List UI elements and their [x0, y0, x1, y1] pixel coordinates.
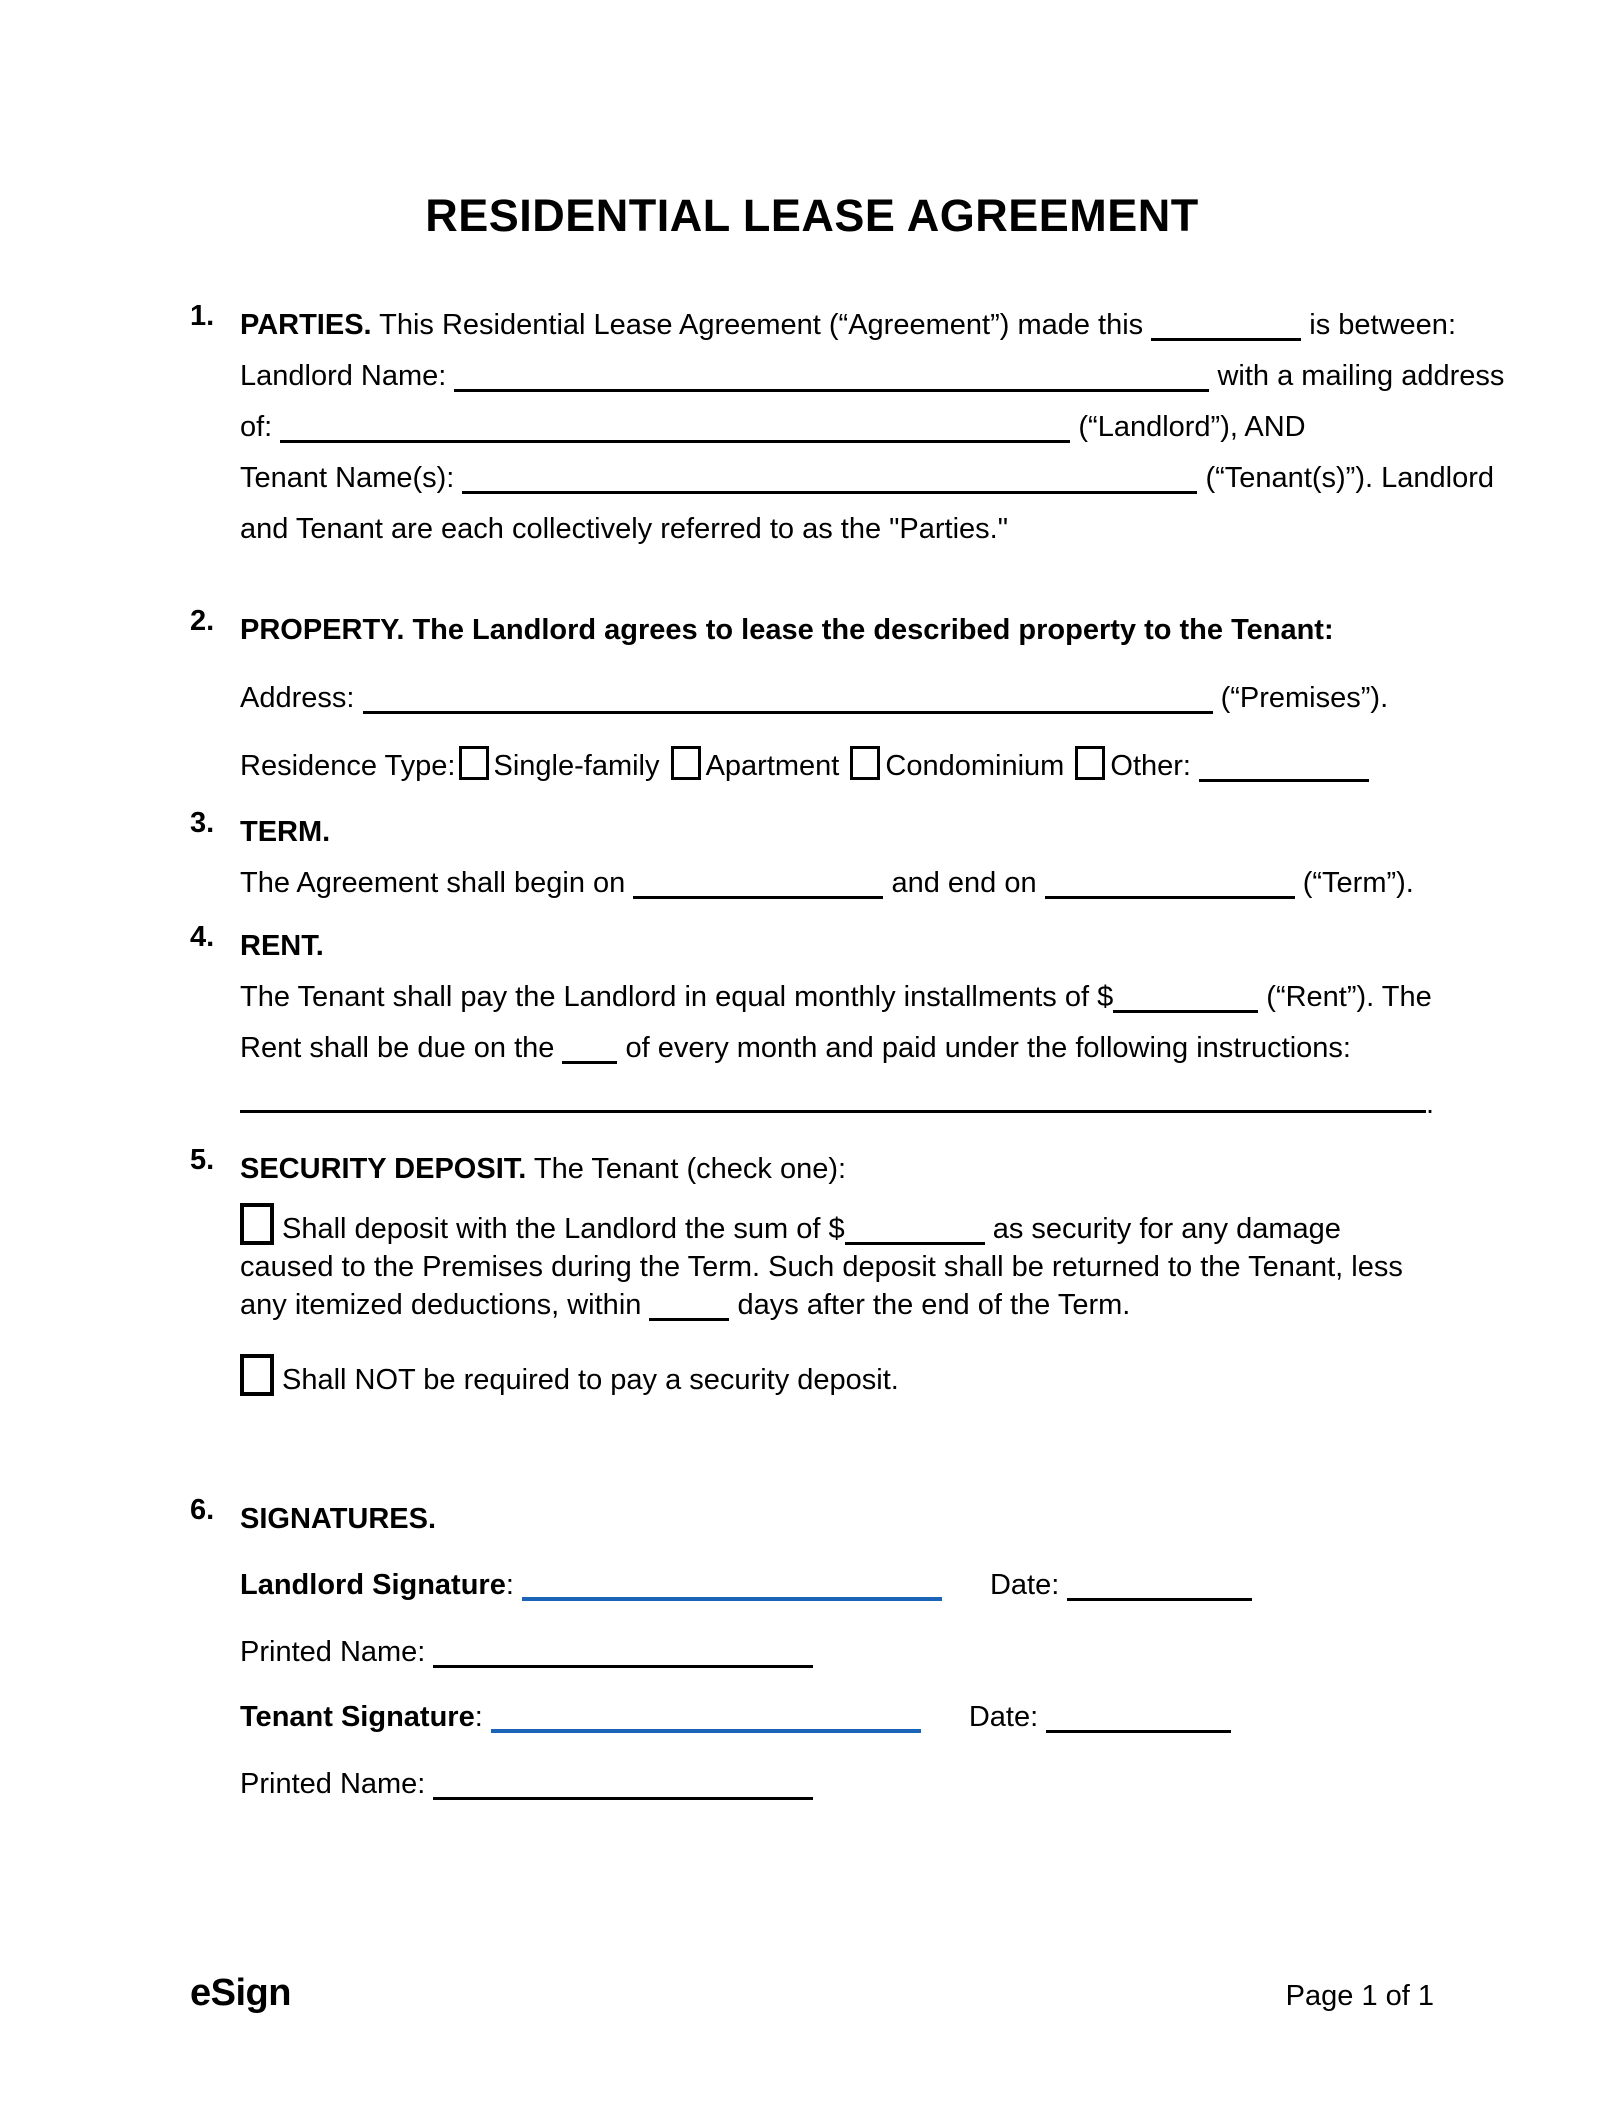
tenant-date-blank[interactable]	[1046, 1700, 1231, 1733]
address-label: Address:	[240, 682, 355, 714]
section-parties	[190, 300, 1505, 555]
landlord-name-label: Landlord Name:	[240, 360, 447, 392]
mailing-address-blank[interactable]	[280, 410, 1070, 443]
date-label: Date:	[968, 1701, 1039, 1733]
section-property	[190, 605, 1434, 792]
section-rent	[190, 921, 1434, 1130]
deposit-option-1	[240, 1203, 1434, 1324]
address-post: (“Premises”).	[1220, 682, 1389, 714]
checkbox-other[interactable]	[1075, 746, 1105, 780]
rent-line1-post: (“Rent”). The	[1266, 981, 1432, 1013]
other-residence-blank[interactable]	[1199, 749, 1369, 782]
term-end-date-blank[interactable]	[1045, 866, 1295, 899]
checkbox-condominium[interactable]	[850, 746, 880, 780]
tenant-name-post: (“Tenant(s)”). Landlord	[1205, 462, 1494, 494]
term-heading: TERM.	[240, 816, 331, 848]
section-term	[190, 807, 1434, 909]
deposit-days-blank[interactable]	[649, 1292, 729, 1321]
date-label: Date:	[989, 1569, 1060, 1601]
landlord-signature-label: Landlord Signature	[240, 1569, 506, 1601]
term-start-date-blank[interactable]	[633, 866, 883, 899]
deposit-option2-text: Shall NOT be required to pay a security deposit.	[282, 1364, 899, 1396]
parties-heading: PARTIES.	[240, 309, 372, 341]
rent-due-day-blank[interactable]	[562, 1031, 617, 1064]
checkbox-no-deposit[interactable]	[240, 1354, 274, 1396]
checkbox-single-family[interactable]	[459, 746, 489, 780]
section-number: 3.	[190, 807, 215, 839]
document-title: RESIDENTIAL LEASE AGREEMENT	[425, 190, 1199, 241]
rent-heading: RENT.	[240, 930, 324, 962]
mailing-address-label: of:	[240, 411, 273, 443]
section-signatures	[190, 1494, 1434, 1810]
deposit-option1-pre: Shall deposit with the Landlord the sum of $	[282, 1213, 845, 1245]
deposit-option-2	[240, 1354, 1434, 1399]
made-date-blank[interactable]	[1151, 308, 1301, 341]
colon: :	[474, 1701, 483, 1733]
residence-type-label: Residence Type:	[240, 750, 456, 782]
rent-line1-pre: The Tenant shall pay the Landlord in equal monthly installments of $	[240, 981, 1114, 1013]
residence-type-apartment: Apartment	[705, 750, 840, 782]
esign-logo: eSign	[190, 1972, 291, 2014]
section-number: 5.	[190, 1144, 215, 1176]
landlord-printed-name-label: Printed Name:	[240, 1636, 426, 1668]
instructions-period: .	[1425, 1088, 1434, 1120]
page-footer	[190, 1972, 1434, 2015]
landlord-printed-name-blank[interactable]	[433, 1635, 813, 1668]
deposit-option1-mid: as security for any damage caused to the Premises during the Term. Such deposit shall be returned to the Tenant, less any itemized deductions, within	[240, 1213, 1403, 1321]
section-number: 1.	[190, 300, 215, 332]
signatures-heading: SIGNATURES.	[240, 1503, 437, 1535]
residence-type-single-family: Single-family	[493, 750, 660, 782]
tenant-signature-line[interactable]	[491, 1699, 921, 1733]
term-body-post: (“Term”).	[1302, 867, 1414, 899]
landlord-date-blank[interactable]	[1067, 1568, 1252, 1601]
deposit-amount-blank[interactable]	[845, 1216, 985, 1245]
checkbox-shall-deposit[interactable]	[240, 1203, 274, 1245]
residence-type-other-label: Other:	[1110, 750, 1191, 782]
tenant-printed-name-blank[interactable]	[433, 1767, 813, 1800]
deposit-option1-post: days after the end of the Term.	[737, 1289, 1131, 1321]
property-heading: PROPERTY.	[240, 614, 405, 646]
landlord-name-post: with a mailing address	[1217, 360, 1505, 392]
tenant-printed-name-label: Printed Name:	[240, 1768, 426, 1800]
section-number: 2.	[190, 605, 215, 637]
landlord-name-blank[interactable]	[454, 359, 1209, 392]
property-heading-rest: The Landlord agrees to lease the described property to the Tenant:	[412, 614, 1334, 646]
address-blank[interactable]	[363, 681, 1213, 714]
security-heading-rest: The Tenant (check one):	[533, 1153, 847, 1185]
landlord-signature-line[interactable]	[522, 1567, 942, 1601]
checkbox-apartment[interactable]	[671, 746, 701, 780]
page-number: Page 1 of 1	[1285, 1980, 1434, 2012]
parties-intro-post: is between:	[1309, 309, 1456, 341]
parties-closing: and Tenant are each collectively referred to as the "Parties."	[240, 513, 1009, 545]
mailing-address-post: (“Landlord”), AND	[1078, 411, 1306, 443]
section-number: 6.	[190, 1494, 215, 1526]
rent-line2-post: of every month and paid under the following instructions:	[625, 1032, 1351, 1064]
colon: :	[505, 1569, 514, 1601]
rent-amount-blank[interactable]	[1113, 980, 1258, 1013]
rent-line2-pre: Rent shall be due on the	[240, 1032, 555, 1064]
term-body-pre: The Agreement shall begin on	[240, 867, 626, 899]
security-heading: SECURITY DEPOSIT.	[240, 1153, 527, 1185]
term-body-mid: and end on	[891, 867, 1037, 899]
parties-intro-pre: This Residential Lease Agreement (“Agreement”) made this	[379, 309, 1144, 341]
tenant-name-blank[interactable]	[462, 461, 1197, 494]
tenant-signature-label: Tenant Signature	[240, 1701, 475, 1733]
tenant-name-label: Tenant Name(s):	[240, 462, 455, 494]
section-security-deposit	[190, 1144, 1434, 1399]
payment-instructions-blank[interactable]	[240, 1080, 1426, 1113]
section-number: 4.	[190, 921, 215, 953]
residence-type-condominium: Condominium	[885, 750, 1065, 782]
